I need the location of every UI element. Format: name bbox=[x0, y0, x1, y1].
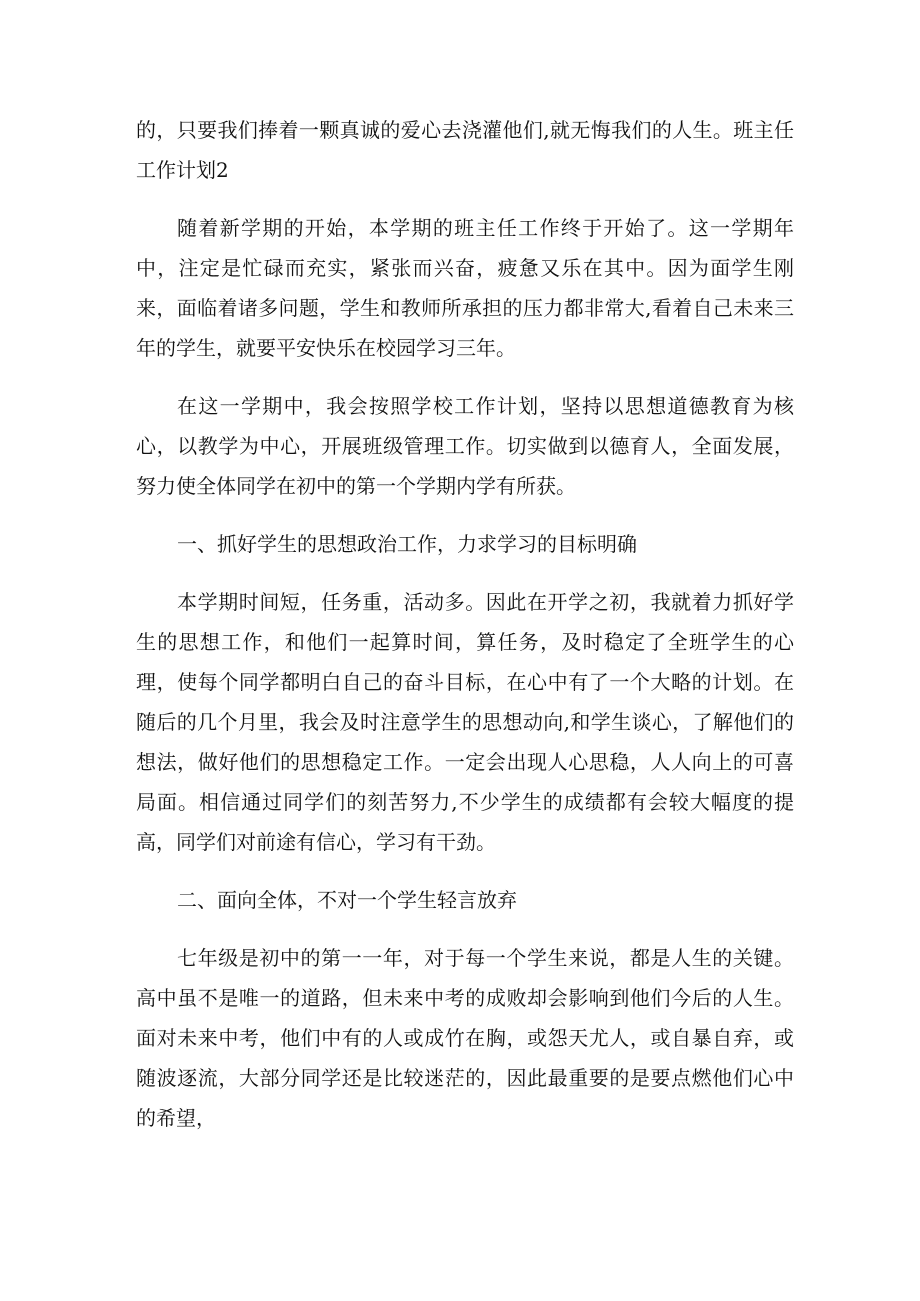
section-heading-2: 二、面向全体，不对一个学生轻言放弃 bbox=[177, 888, 517, 912]
section-heading-1: 一、抓好学生的思想政治工作，力求学习的目标明确 bbox=[177, 532, 637, 556]
paragraph-plan: 在这一学期中，我会按照学校工作计划，坚持以思想道德教育为核心，以教学为中心，开展班级管理工作。切实做到以德育人，全面发展，努力使全体同学在初中的第一个学期内学有所获。 bbox=[136, 394, 794, 498]
paragraph-intro: 随着新学期的开始，本学期的班主任工作终于开始了。这一学期年中，注定是忙碌而充实，紧张而兴奋，疲惫又乐在其中。因为面学生刚来，面临着诸多问题，学生和教师所承担的压力都非常大,看着自己未来三年的学生，就要平安快乐在校园学习三年。 bbox=[136, 216, 794, 360]
paragraph-section-2: 七年级是初中的第一一年，对于每一个学生来说，都是人生的关键。高中虽不是唯一的道路，但未来中考的成败却会影响到他们今后的人生。面对未来中考，他们中有的人或成竹在胸，或怨天尤人，或自暴自弃，或随波逐流，大部分同学还是比较迷茫的，因此最重要的是要点燃他们心中的希望， bbox=[136, 946, 794, 1130]
paragraph-section-1: 本学期时间短，任务重，活动多。因此在开学之初，我就着力抓好学生的思想工作，和他们一起算时间，算任务，及时稳定了全班学生的心理，使每个同学都明白自己的奋斗目标，在心中有了一个大略的计划。在随后的几个月里，我会及时注意学生的思想动向,和学生谈心，了解他们的想法，做好他们的思想稳定工作。一定会出现人心思稳，人人向上的可喜局面。相信通过同学们的刻苦努力,不少学生的成绩都有会较大幅度的提高，同学们对前途有信心，学习有干劲。 bbox=[136, 590, 794, 854]
paragraph-continuation: 的，只要我们捧着一颗真诚的爱心去浇灌他们,就无悔我们的人生。班主任工作计划2 bbox=[136, 118, 794, 182]
